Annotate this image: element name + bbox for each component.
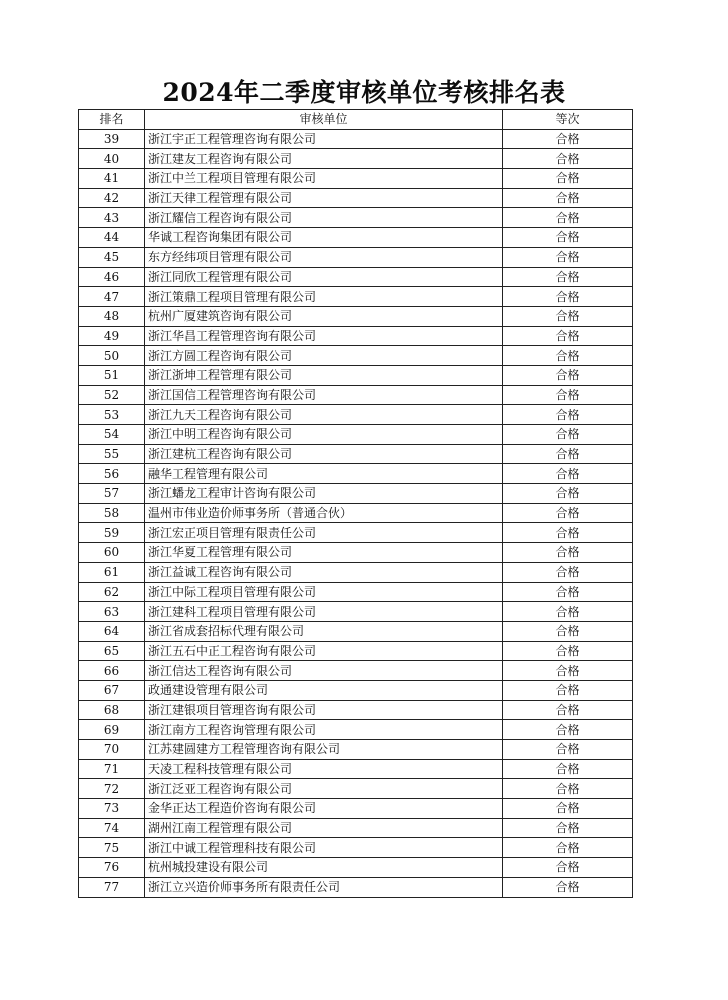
rank-cell: 77 bbox=[79, 877, 145, 897]
unit-name-cell: 浙江华夏工程管理有限公司 bbox=[145, 543, 503, 563]
table-row bbox=[79, 188, 633, 208]
unit-name-cell: 浙江信达工程咨询有限公司 bbox=[145, 661, 503, 681]
table-row bbox=[79, 149, 633, 169]
unit-name-cell: 浙江同欣工程管理有限公司 bbox=[145, 267, 503, 287]
unit-name-cell: 浙江宇正工程管理咨询有限公司 bbox=[145, 129, 503, 149]
rank-cell: 46 bbox=[79, 267, 145, 287]
table-row bbox=[79, 247, 633, 267]
rank-cell: 70 bbox=[79, 740, 145, 760]
unit-name-cell: 浙江耀信工程咨询有限公司 bbox=[145, 208, 503, 228]
rank-cell: 76 bbox=[79, 858, 145, 878]
unit-name-cell: 浙江华昌工程管理咨询有限公司 bbox=[145, 326, 503, 346]
unit-name-cell: 浙江方圆工程咨询有限公司 bbox=[145, 346, 503, 366]
rank-cell: 42 bbox=[79, 188, 145, 208]
grade-cell: 合格 bbox=[503, 523, 633, 543]
unit-name-cell: 湖州江南工程管理有限公司 bbox=[145, 818, 503, 838]
rank-cell: 44 bbox=[79, 228, 145, 248]
grade-cell: 合格 bbox=[503, 740, 633, 760]
rank-cell: 69 bbox=[79, 720, 145, 740]
rank-cell: 61 bbox=[79, 562, 145, 582]
grade-cell: 合格 bbox=[503, 188, 633, 208]
rank-cell: 43 bbox=[79, 208, 145, 228]
grade-cell: 合格 bbox=[503, 700, 633, 720]
table-row bbox=[79, 838, 633, 858]
table-row bbox=[79, 779, 633, 799]
rank-cell: 65 bbox=[79, 641, 145, 661]
rank-cell: 62 bbox=[79, 582, 145, 602]
grade-cell: 合格 bbox=[503, 464, 633, 484]
unit-name-cell: 浙江建科工程项目管理有限公司 bbox=[145, 602, 503, 622]
grade-cell: 合格 bbox=[503, 365, 633, 385]
table-row bbox=[79, 759, 633, 779]
grade-cell: 合格 bbox=[503, 267, 633, 287]
table-row bbox=[79, 621, 633, 641]
rank-cell: 39 bbox=[79, 129, 145, 149]
rank-cell: 48 bbox=[79, 306, 145, 326]
grade-cell: 合格 bbox=[503, 877, 633, 897]
grade-cell: 合格 bbox=[503, 444, 633, 464]
grade-cell: 合格 bbox=[503, 425, 633, 445]
grade-cell: 合格 bbox=[503, 169, 633, 189]
table-row bbox=[79, 680, 633, 700]
rank-cell: 54 bbox=[79, 425, 145, 445]
rank-cell: 72 bbox=[79, 779, 145, 799]
rank-cell: 59 bbox=[79, 523, 145, 543]
rank-cell: 71 bbox=[79, 759, 145, 779]
rank-cell: 68 bbox=[79, 700, 145, 720]
unit-name-cell: 浙江五石中正工程咨询有限公司 bbox=[145, 641, 503, 661]
unit-name-cell: 浙江立兴造价师事务所有限责任公司 bbox=[145, 877, 503, 897]
grade-cell: 合格 bbox=[503, 385, 633, 405]
unit-name-cell: 浙江九天工程咨询有限公司 bbox=[145, 405, 503, 425]
table-row bbox=[79, 365, 633, 385]
grade-cell: 合格 bbox=[503, 208, 633, 228]
unit-name-cell: 浙江策鼎工程项目管理有限公司 bbox=[145, 287, 503, 307]
unit-name-cell: 浙江天律工程管理有限公司 bbox=[145, 188, 503, 208]
table-row bbox=[79, 425, 633, 445]
rank-cell: 47 bbox=[79, 287, 145, 307]
grade-cell: 合格 bbox=[503, 858, 633, 878]
table-row bbox=[79, 503, 633, 523]
grade-cell: 合格 bbox=[503, 562, 633, 582]
table-row bbox=[79, 169, 633, 189]
table-row bbox=[79, 720, 633, 740]
unit-name-cell: 浙江中诚工程管理科技有限公司 bbox=[145, 838, 503, 858]
column-header-grade: 等次 bbox=[503, 110, 633, 130]
grade-cell: 合格 bbox=[503, 228, 633, 248]
grade-cell: 合格 bbox=[503, 484, 633, 504]
grade-cell: 合格 bbox=[503, 818, 633, 838]
table-row bbox=[79, 641, 633, 661]
unit-name-cell: 融华工程管理有限公司 bbox=[145, 464, 503, 484]
grade-cell: 合格 bbox=[503, 149, 633, 169]
grade-cell: 合格 bbox=[503, 602, 633, 622]
table-row bbox=[79, 582, 633, 602]
rank-cell: 66 bbox=[79, 661, 145, 681]
rank-cell: 53 bbox=[79, 405, 145, 425]
table-row bbox=[79, 602, 633, 622]
column-header-rank: 排名 bbox=[79, 110, 145, 130]
table-row bbox=[79, 700, 633, 720]
unit-name-cell: 杭州广厦建筑咨询有限公司 bbox=[145, 306, 503, 326]
table-row bbox=[79, 306, 633, 326]
table-row bbox=[79, 877, 633, 897]
grade-cell: 合格 bbox=[503, 779, 633, 799]
rank-cell: 49 bbox=[79, 326, 145, 346]
grade-cell: 合格 bbox=[503, 661, 633, 681]
rank-cell: 56 bbox=[79, 464, 145, 484]
table-row bbox=[79, 484, 633, 504]
rank-cell: 45 bbox=[79, 247, 145, 267]
grade-cell: 合格 bbox=[503, 720, 633, 740]
unit-name-cell: 天凌工程科技管理有限公司 bbox=[145, 759, 503, 779]
grade-cell: 合格 bbox=[503, 621, 633, 641]
unit-name-cell: 浙江宏正项目管理有限责任公司 bbox=[145, 523, 503, 543]
grade-cell: 合格 bbox=[503, 641, 633, 661]
table-row bbox=[79, 346, 633, 366]
table-row bbox=[79, 267, 633, 287]
table-row bbox=[79, 562, 633, 582]
grade-cell: 合格 bbox=[503, 346, 633, 366]
unit-name-cell: 浙江中兰工程项目管理有限公司 bbox=[145, 169, 503, 189]
unit-name-cell: 浙江浙坤工程管理有限公司 bbox=[145, 365, 503, 385]
table-row bbox=[79, 858, 633, 878]
unit-name-cell: 浙江南方工程咨询管理有限公司 bbox=[145, 720, 503, 740]
grade-cell: 合格 bbox=[503, 405, 633, 425]
table-row bbox=[79, 385, 633, 405]
table-row bbox=[79, 543, 633, 563]
unit-name-cell: 浙江中际工程项目管理有限公司 bbox=[145, 582, 503, 602]
unit-name-cell: 浙江建杭工程咨询有限公司 bbox=[145, 444, 503, 464]
grade-cell: 合格 bbox=[503, 503, 633, 523]
rank-cell: 40 bbox=[79, 149, 145, 169]
rank-cell: 60 bbox=[79, 543, 145, 563]
grade-cell: 合格 bbox=[503, 129, 633, 149]
rank-cell: 51 bbox=[79, 365, 145, 385]
rank-cell: 75 bbox=[79, 838, 145, 858]
unit-name-cell: 浙江蟠龙工程审计咨询有限公司 bbox=[145, 484, 503, 504]
table-row bbox=[79, 129, 633, 149]
unit-name-cell: 浙江中明工程咨询有限公司 bbox=[145, 425, 503, 445]
rank-cell: 64 bbox=[79, 621, 145, 641]
table-row bbox=[79, 799, 633, 819]
unit-name-cell: 浙江国信工程管理咨询有限公司 bbox=[145, 385, 503, 405]
unit-name-cell: 浙江建友工程咨询有限公司 bbox=[145, 149, 503, 169]
rank-cell: 58 bbox=[79, 503, 145, 523]
rank-cell: 63 bbox=[79, 602, 145, 622]
unit-name-cell: 政通建设管理有限公司 bbox=[145, 680, 503, 700]
unit-name-cell: 东方经纬项目管理有限公司 bbox=[145, 247, 503, 267]
rank-cell: 67 bbox=[79, 680, 145, 700]
rank-cell: 55 bbox=[79, 444, 145, 464]
rank-cell: 57 bbox=[79, 484, 145, 504]
grade-cell: 合格 bbox=[503, 799, 633, 819]
unit-name-cell: 温州市伟业造价师事务所（普通合伙） bbox=[145, 503, 503, 523]
page-title: 2024年二季度审核单位考核排名表 bbox=[162, 78, 566, 107]
table-row bbox=[79, 464, 633, 484]
column-header-unit: 审核单位 bbox=[145, 110, 503, 130]
table-row bbox=[79, 405, 633, 425]
grade-cell: 合格 bbox=[503, 306, 633, 326]
unit-name-cell: 华诚工程咨询集团有限公司 bbox=[145, 228, 503, 248]
table-row bbox=[79, 661, 633, 681]
grade-cell: 合格 bbox=[503, 543, 633, 563]
unit-name-cell: 金华正达工程造价咨询有限公司 bbox=[145, 799, 503, 819]
grade-cell: 合格 bbox=[503, 287, 633, 307]
grade-cell: 合格 bbox=[503, 247, 633, 267]
rank-cell: 52 bbox=[79, 385, 145, 405]
table-header-row bbox=[79, 110, 633, 130]
unit-name-cell: 浙江泛亚工程咨询有限公司 bbox=[145, 779, 503, 799]
rank-cell: 41 bbox=[79, 169, 145, 189]
unit-name-cell: 杭州城投建设有限公司 bbox=[145, 858, 503, 878]
unit-name-cell: 浙江益诚工程咨询有限公司 bbox=[145, 562, 503, 582]
ranking-table bbox=[78, 109, 633, 898]
table-row bbox=[79, 818, 633, 838]
table-row bbox=[79, 740, 633, 760]
rank-cell: 74 bbox=[79, 818, 145, 838]
grade-cell: 合格 bbox=[503, 326, 633, 346]
table-row bbox=[79, 326, 633, 346]
rank-cell: 73 bbox=[79, 799, 145, 819]
table-row bbox=[79, 444, 633, 464]
grade-cell: 合格 bbox=[503, 582, 633, 602]
unit-name-cell: 浙江省成套招标代理有限公司 bbox=[145, 621, 503, 641]
table-row bbox=[79, 523, 633, 543]
unit-name-cell: 江苏建圆建方工程管理咨询有限公司 bbox=[145, 740, 503, 760]
grade-cell: 合格 bbox=[503, 838, 633, 858]
table-row bbox=[79, 228, 633, 248]
rank-cell: 50 bbox=[79, 346, 145, 366]
table-row bbox=[79, 208, 633, 228]
grade-cell: 合格 bbox=[503, 680, 633, 700]
grade-cell: 合格 bbox=[503, 759, 633, 779]
table-row bbox=[79, 287, 633, 307]
unit-name-cell: 浙江建银项目管理咨询有限公司 bbox=[145, 700, 503, 720]
table-body bbox=[79, 129, 633, 897]
